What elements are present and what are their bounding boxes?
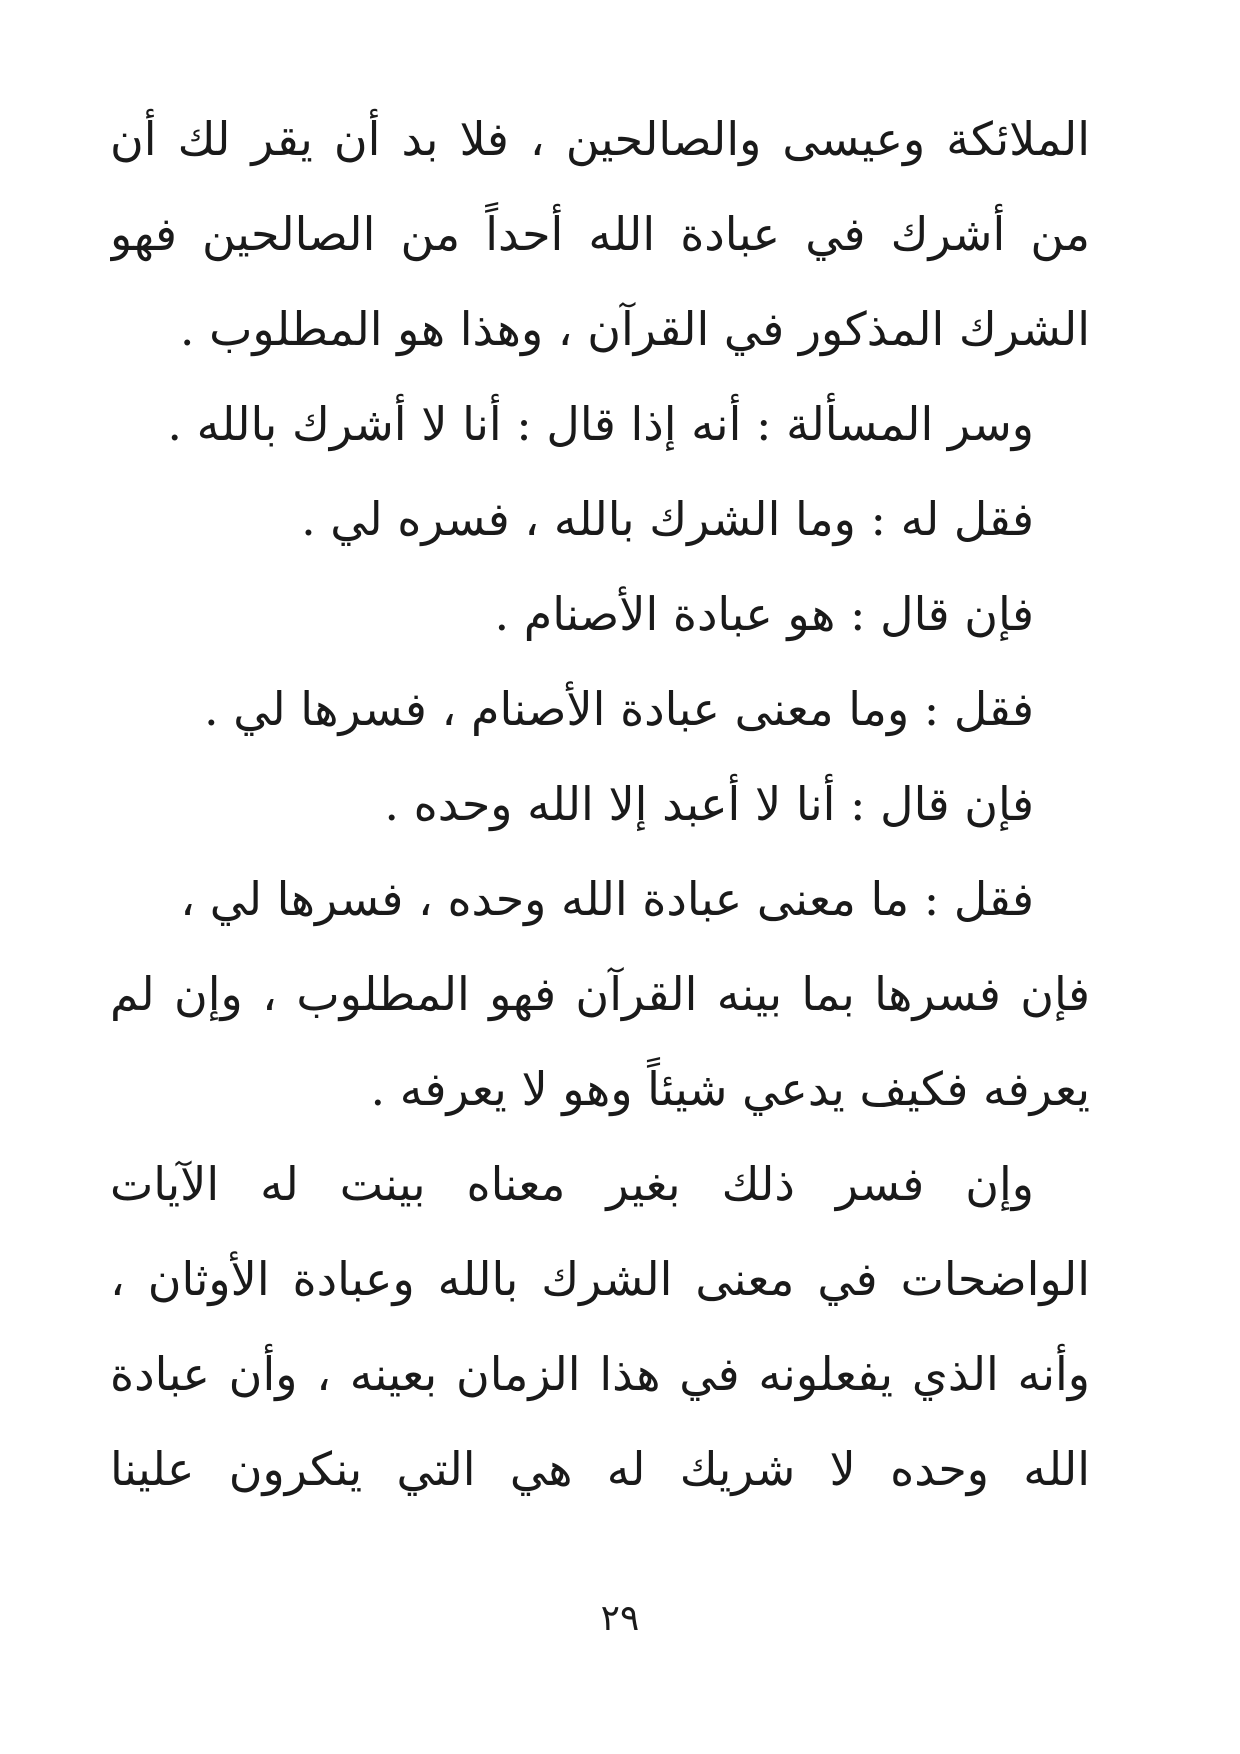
text-line: فقل : وما معنى عبادة الأصنام ، فسرها لي . [204,682,1034,736]
text-line: فإن قال : أنا لا أعبد إلا الله وحده . [384,777,1034,831]
text-line: فإن فسرها بما بينه القرآن فهو المطلوب ، وإن لم [110,967,1090,1021]
text-line: من أشرك في عبادة الله أحداً من الصالحين فهو [110,207,1090,261]
text-line: وأنه الذي يفعلونه في هذا الزمان بعينه ، وأن عبادة [110,1347,1090,1401]
text-line: الشرك المذكور في القرآن ، وهذا هو المطلوب . [179,302,1090,356]
text-line: وإن فسر ذلك بغير معناه بينت له الآيات [110,1157,1034,1211]
text-line: وسر المسألة : أنه إذا قال : أنا لا أشرك بالله . [167,397,1034,451]
text-line: فقل له : وما الشرك بالله ، فسره لي . [301,492,1034,546]
text-line: فقل : ما معنى عبادة الله وحده ، فسرها لي ، [180,872,1034,926]
text-line: الواضحات في معنى الشرك بالله وعبادة الأوثان ، [110,1252,1090,1306]
body-text [110,92,1090,1517]
text-line: يعرفه فكيف يدعي شيئاً وهو لا يعرفه . [370,1062,1090,1116]
text-line: فإن قال : هو عبادة الأصنام . [494,587,1034,641]
text-line: الله وحده لا شريك له هي التي ينكرون علينا [110,1442,1090,1496]
page-number: ٢٩ [600,1598,640,1639]
text-line: الملائكة وعيسى والصالحين ، فلا بد أن يقر لك أن [110,112,1090,166]
